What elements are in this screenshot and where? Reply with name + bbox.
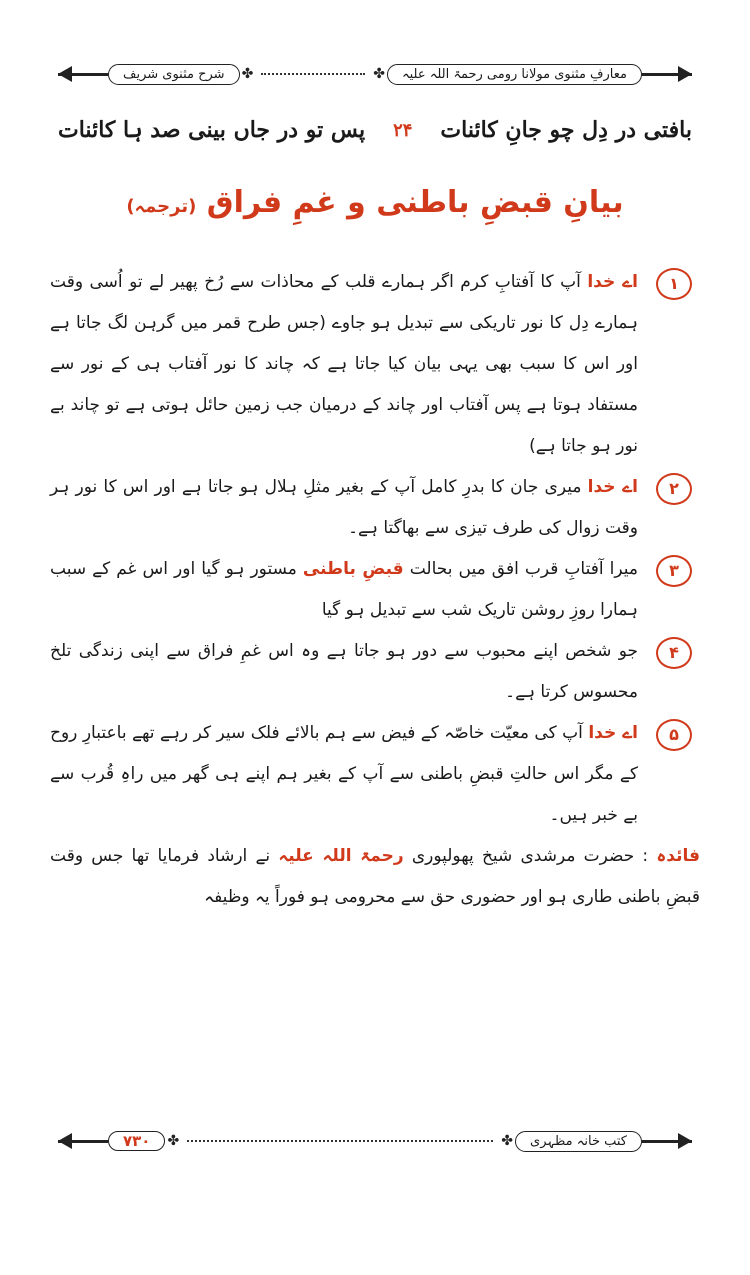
paragraph-text: مستور ہو گیا اور اس غم کے سبب ہمارا روزِ روشن تاریک شب سے تبدیل ہو گیا xyxy=(50,559,638,620)
benefit-note xyxy=(50,836,700,918)
translation-body xyxy=(50,262,700,918)
paragraph-text-start: میرا آفتابِ قرب افق میں بحالت xyxy=(403,559,638,579)
paragraph-number: ۴ xyxy=(656,637,692,669)
ornament-dots xyxy=(187,1140,493,1142)
paragraph-number: ۳ xyxy=(656,555,692,587)
section-heading xyxy=(58,185,692,220)
ornament-arrow-left-icon xyxy=(58,64,108,84)
ornament-knot-icon: ✤ xyxy=(373,66,385,82)
highlight-text: اے خدا xyxy=(587,477,639,497)
highlight-text: اے خدا xyxy=(588,723,638,743)
paragraph-text: میری جان کا بدرِ کامل آپ کے بغیر مثلِ ہلال ہو جاتا ہے اور اس کا نور ہر وقت زوال کی طرف تیزی سے بھاگتا ہے۔ xyxy=(50,477,638,538)
paragraph-2 xyxy=(50,467,700,549)
paragraph-text: جو شخص اپنے محبوب سے دور ہو جاتا ہے وہ اس غمِ فراق سے اپنی زندگی تلخ محسوس کرتا ہے۔ xyxy=(50,641,638,702)
paragraph-4 xyxy=(50,631,700,713)
persian-verse xyxy=(58,110,692,150)
heading-title: بیانِ قبضِ باطنی و غمِ فراق xyxy=(206,185,624,220)
footer-band xyxy=(58,1127,692,1155)
note-text-start: : حضرت مرشدی شیخ پھولپوری xyxy=(403,846,657,866)
ornament-arrow-left-icon xyxy=(58,1131,108,1151)
note-text: نے ارشاد فرمایا تھا جس وقت قبضِ باطنی طاری ہو اور حضوری حق سے محرومی ہو فوراً یہ وظیفہ xyxy=(50,846,700,907)
highlight-text: اے خدا xyxy=(587,272,638,292)
ornament-knot-icon: ✤ xyxy=(241,66,254,82)
heading-subtitle: (ترجمہ) xyxy=(126,196,197,217)
honorific-text: رحمۃ اللہ علیہ xyxy=(278,846,404,866)
ornament-knot-icon: ✤ xyxy=(501,1133,514,1149)
highlight-text: قبضِ باطنی xyxy=(302,559,404,579)
section-title: شرح مثنوی شریف xyxy=(108,64,240,85)
ornament-arrow-right-icon xyxy=(642,64,692,84)
verse-second-half: پس تو در جاں بینی صد ہا کائنات xyxy=(58,117,366,143)
publisher-name: کتب خانہ مظہری xyxy=(515,1131,642,1152)
paragraph-text: آپ کی معیّت خاصّہ کے فیض سے ہم بالائے فلک سیر کر رہے تھے باعتبارِ روح کے مگر اس حالتِ قبضِ باطنی سے آپ کے بغیر ہم اپنے ہی گھر میں راہِ قُرب سے بے خبر ہیں۔ xyxy=(50,723,638,825)
paragraph-3 xyxy=(50,549,700,631)
book-title: معارفِ مثنوی مولانا رومی رحمۃ اللہ علیہ xyxy=(387,64,642,85)
paragraph-text: آپ کا آفتابِ کرم اگر ہمارے قلب کے محاذات سے رُخ پھیر لے تو اُسی وقت ہمارے دِل کا نور تاریکی سے تبدیل ہو جاوے (جس طرح قمر میں گرہن لگ جاتا ہے اور اس کا سبب بھی یہی بیان کیا جاتا ہے کہ چاند کا نور آفتاب ہی کے نور سے مستفاد ہوتا ہے پس آفتاب اور چاند کے درمیان جب زمین حائل ہوتی ہے تو چاند بے نور ہو جاتا ہے) xyxy=(50,272,638,456)
header-band xyxy=(58,60,692,88)
paragraph-number: ۱ xyxy=(656,268,692,300)
paragraph-number: ۵ xyxy=(656,719,692,751)
paragraph-5 xyxy=(50,713,700,836)
note-label: فائدہ xyxy=(656,846,701,866)
ornament-arrow-right-icon xyxy=(642,1131,692,1151)
ornament-knot-icon: ✤ xyxy=(167,1133,180,1149)
page-number: ۷۳۰ xyxy=(108,1131,165,1151)
ornament-dots xyxy=(261,73,365,75)
verse-number: ۲۴ xyxy=(393,119,413,141)
verse-first-half: بافتی در دِل چو جانِ کائنات xyxy=(440,117,692,143)
paragraph-1 xyxy=(50,262,700,467)
paragraph-number: ۲ xyxy=(656,473,692,505)
